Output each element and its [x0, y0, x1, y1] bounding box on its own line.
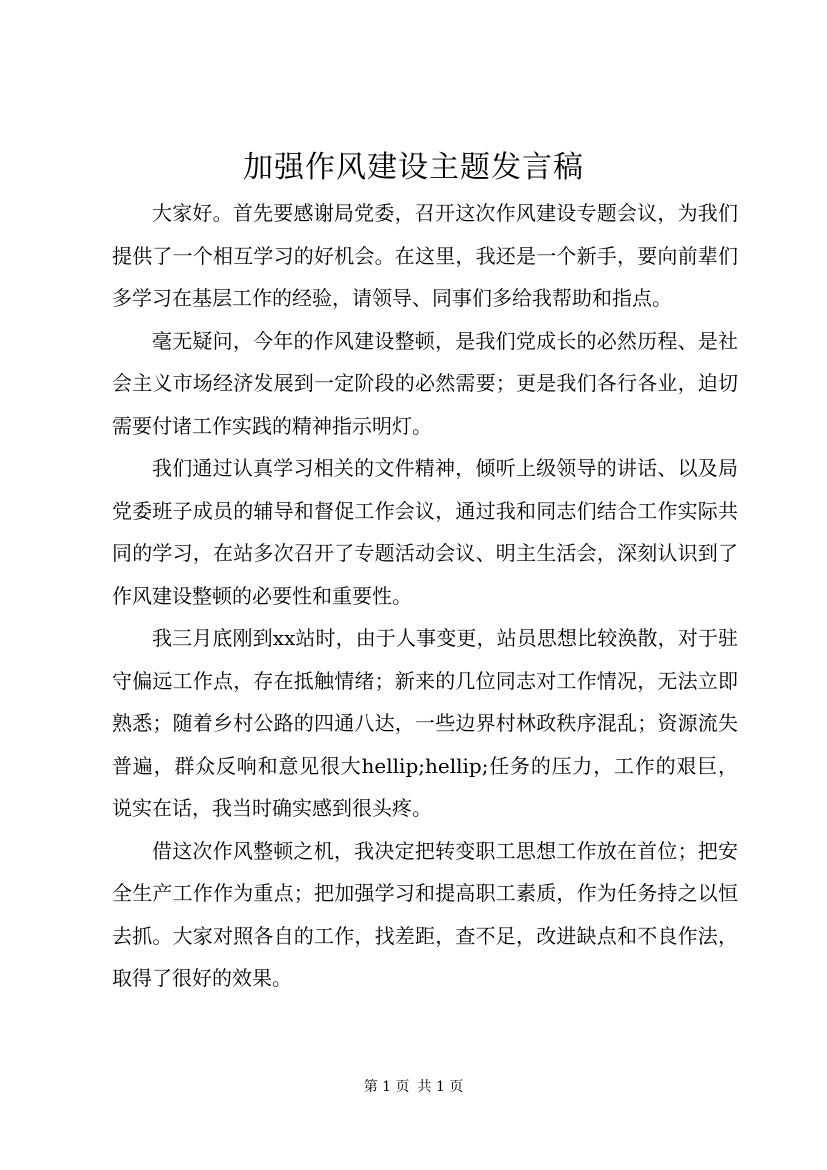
document-title: 加强作风建设主题发言稿	[243, 150, 584, 185]
document-body	[112, 192, 738, 1000]
page-total: 共 1 页	[417, 1079, 464, 1095]
paragraph: 借这次作风整顿之机，我决定把转变职工思想工作放在首位；把安全生产工作作为重点；把加强学习和提高职工素质，作为任务持之以恒去抓。大家对照各自的工作，找差距，查不足，改进缺点和不良作法，取得了很好的效果。	[112, 838, 738, 990]
paragraph: 毫无疑问，今年的作风建设整顿，是我们党成长的必然历程、是社会主义市场经济发展到一定阶段的必然需要；更是我们各行各业，迫切需要付诸工作实践的精神指示明灯。	[112, 328, 738, 438]
paragraph: 大家好。首先要感谢局党委，召开这次作风建设专题会议，为我们提供了一个相互学习的好机会。在这里，我还是一个新手，要向前辈们多学习在基层工作的经验，请领导、同事们多给我帮助和指点。	[112, 201, 738, 310]
page-number: 第 1 页	[363, 1079, 410, 1095]
page-footer	[0, 1077, 827, 1097]
paragraph: 我们通过认真学习相关的文件精神，倾听上级领导的讲话、以及局党委班子成员的辅导和督促工作会议，通过我和同志们结合工作实际共同的学习，在站多次召开了专题活动会议、明主生活会，深刻认识到了作风建设整顿的必要性和重要性。	[112, 456, 738, 608]
paragraph: 我三月底刚到xx站时，由于人事变更，站员思想比较涣散，对于驻守偏远工作点，存在抵触情绪；新来的几位同志对工作情况，无法立即熟悉；随着乡村公路的四通八达，一些边界村林政秩序混乱；资源流失普遍，群众反响和意见很大hellip;hellip;任务的压力，工作的艰巨，说实在话，我当时确实感到很头疼。	[112, 626, 738, 820]
